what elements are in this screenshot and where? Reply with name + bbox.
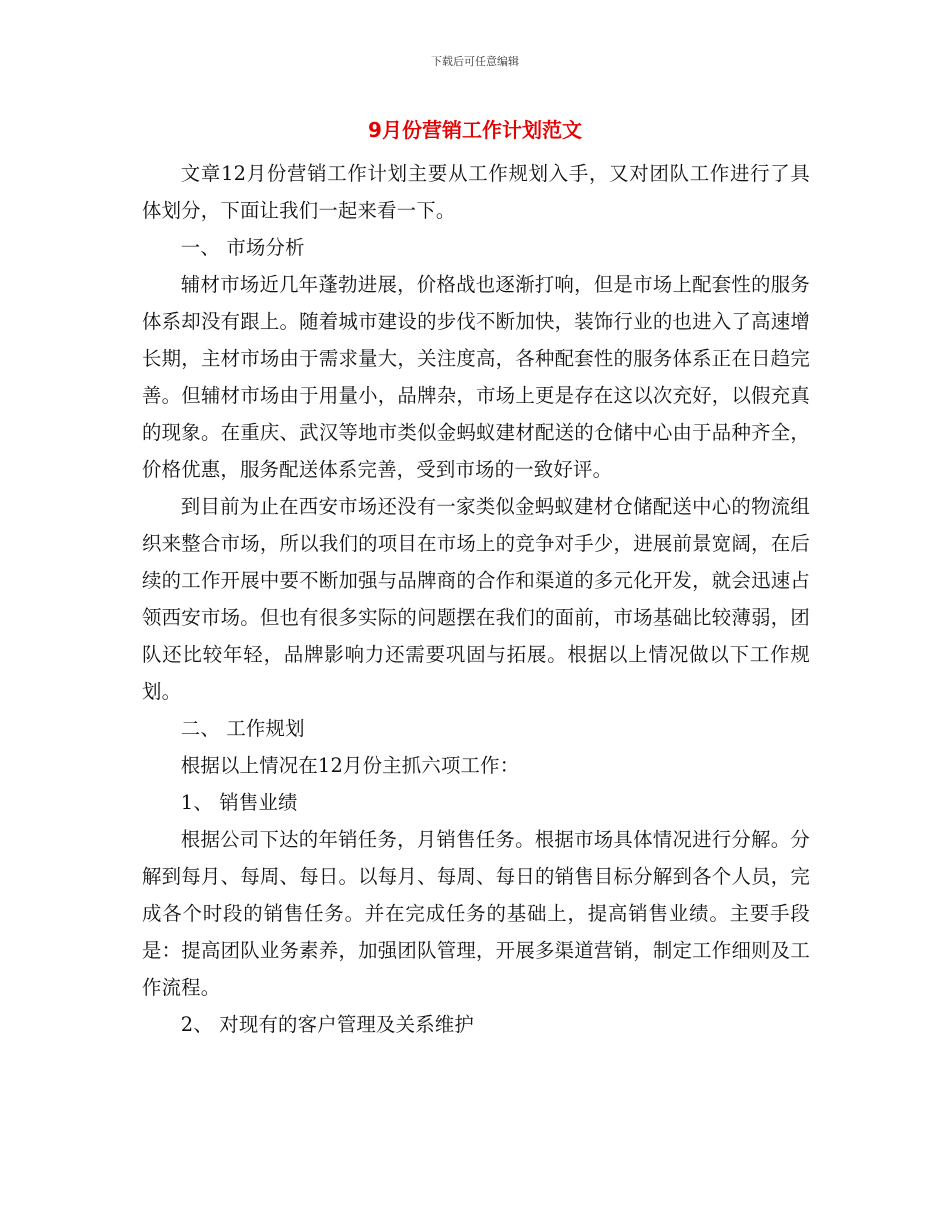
sales-performance-paragraph: 根据公司下达的年销任务，月销售任务。根据市场具体情况进行分解。分解到每月、每周、每日。以每月、每周、每日的销售目标分解到各个人员，完成各个时段的销售任务。并在完成任务的基础上，提高销售业绩。主要手段是：提高团队业务素养，加强团队管理，开展多渠道营销，制定工作细则及工作流程。 <box>142 828 810 999</box>
work-plan-intro: 根据以上情况在12月份主抓六项工作： <box>180 754 520 777</box>
section-heading-market-analysis: 一、 市场分析 <box>180 236 305 259</box>
item-heading-customer-management: 2、 对现有的客户管理及关系维护 <box>180 1013 474 1036</box>
document-body <box>142 155 810 1043</box>
market-analysis-paragraph-2: 到目前为止在西安市场还没有一家类似金蚂蚁建材仓储配送中心的物流组织来整合市场，所以我们的项目在市场上的竞争对手少，进展前景宽阔，在后续的工作开展中要不断加强与品牌商的合作和渠道的多元化开发，就会迅速占领西安市场。但也有很多实际的问题摆在我们的面前，市场基础比较薄弱，团队还比较年轻，品牌影响力还需要巩固与拓展。根据以上情况做以下工作规划。 <box>142 495 810 703</box>
item-heading-sales-performance: 1、 销售业绩 <box>180 791 298 814</box>
document-title: 9月份营销工作计划范文 <box>368 118 582 142</box>
intro-paragraph: 文章12月份营销工作计划主要从工作规划入手，又对团队工作进行了具体划分，下面让我们一起来看一下。 <box>142 162 810 222</box>
header-note: 下载后可任意编辑 <box>431 55 519 68</box>
market-analysis-paragraph-1: 辅材市场近几年蓬勃进展，价格战也逐渐打响，但是市场上配套性的服务体系却没有跟上。随着城市建设的步伐不断加快，装饰行业的也进入了高速增长期，主材市场由于需求量大，关注度高，各种配套性的服务体系正在日趋完善。但辅材市场由于用量小，品牌杂，市场上更是存在这以次充好，以假充真的现象。在重庆、武汉等地市类似金蚂蚁建材配送的仓储中心由于品种齐全，价格优惠，服务配送体系完善，受到市场的一致好评。 <box>142 273 810 481</box>
section-heading-work-plan: 二、 工作规划 <box>180 717 305 740</box>
